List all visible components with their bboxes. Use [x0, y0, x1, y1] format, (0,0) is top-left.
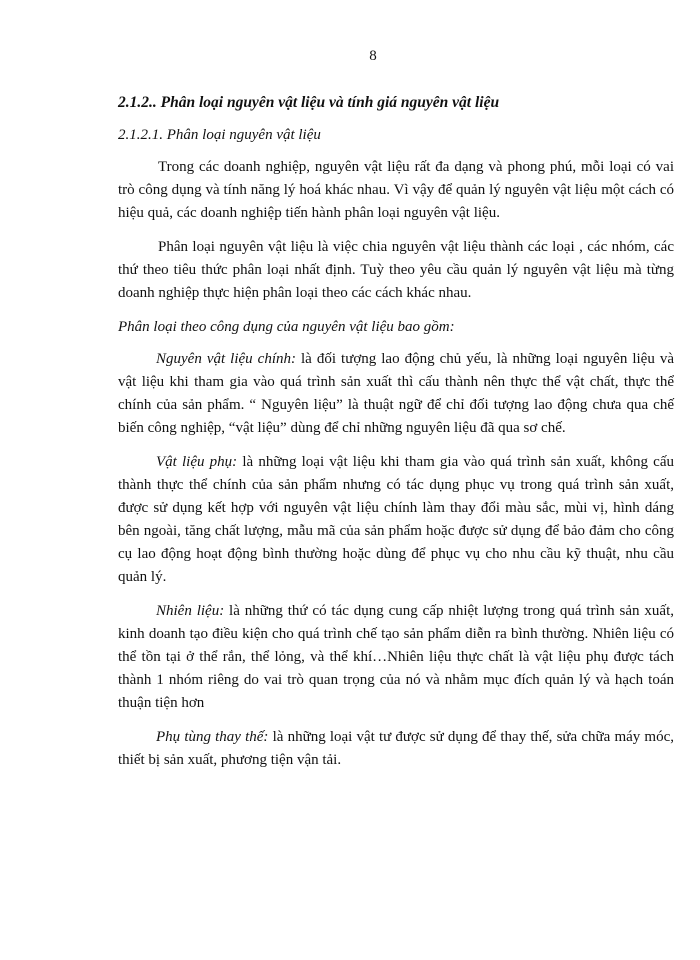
- item-text: là những thứ có tác dụng cung cấp nhiệt lượng trong quá trình sản xuất, kinh doanh tạo điều kiện cho quá trình chế tạo sản phẩm diễn ra bình thường. Nhiên liệu có thể tồn tại ở thể rắn, thể lỏng, và thể khí…Nhiên liệu thực chất là vật liệu phụ được tách thành 1 nhóm riêng do vai trò quan trọng của nó và nhằm mục đích quản lý và hạch toán thuận tiện hơn: [118, 603, 674, 711]
- item-term: Nguyên vật liệu chính:: [156, 351, 296, 367]
- item-spare-parts: [118, 726, 674, 772]
- paragraph-classification: Phân loại nguyên vật liệu là việc chia nguyên vật liệu thành các loại , các nhóm, các thứ theo tiêu thức phân loại nhất định. Tuỳ theo yêu cầu quản lý nguyên vật liệu mà từng doanh nghiệp thực hiện phân loại theo các cách khác nhau.: [118, 239, 674, 301]
- item-term: Phụ tùng thay thế:: [156, 729, 269, 745]
- item-auxiliary-materials: [118, 451, 674, 589]
- section-heading: 2.1.2.. Phân loại nguyên vật liệu và tính giá nguyên vật liệu: [118, 94, 500, 111]
- page-number: 8: [369, 48, 377, 64]
- item-term: Vật liệu phụ:: [156, 454, 238, 470]
- subsection-heading: 2.1.2.1. Phân loại nguyên vật liệu: [118, 127, 321, 143]
- item-fuel: [118, 600, 674, 715]
- item-text: là đối tượng lao động chủ yếu, là những loại nguyên liệu và vật liệu khi tham gia vào quá trình sản xuất thì cấu thành nên thực thể vật chất, thực thể chính của sản phẩm. “ Nguyên liệu” là thuật ngữ để chỉ đối tượng lao động chưa qua chế biến công nghiệp, “vật liệu” dùng để chỉ những nguyên liệu đã qua sơ chế.: [118, 351, 674, 436]
- item-text: là những loại vật tư được sử dụng để thay thế, sửa chữa máy móc, thiết bị sản xuất, phương tiện vận tải.: [118, 729, 674, 768]
- item-text: là những loại vật liệu khi tham gia vào quá trình sản xuất, không cấu thành thực thể chính của sản phẩm nhưng có tác dụng phục vụ trong quá trình sản xuất, được sử dụng kết hợp với nguyên vật liệu chính làm thay đổi màu sắc, mùi vị, hình dáng bên ngoài, tăng chất lượng, mẫu mã của sản phẩm hoặc được sử dụng để bảo đảm cho công cụ lao động hoạt động bình thường hoặc dùng để phục vụ cho nhu cầu kỹ thuật, nhu cầu quản lý.: [118, 454, 674, 585]
- page-content: [118, 92, 674, 783]
- item-main-materials: [118, 348, 674, 440]
- paragraph-intro: Trong các doanh nghiệp, nguyên vật liệu rất đa dạng và phong phú, mỗi loại có vai trò công dụng và tính năng lý hoá khác nhau. Vì vậy để quản lý nguyên vật liệu một cách có hiệu quả, các doanh nghiệp tiến hành phân loại nguyên vật liệu.: [118, 159, 674, 221]
- item-term: Nhiên liệu:: [156, 603, 225, 619]
- classification-intro: Phân loại theo công dụng của nguyên vật liệu bao gồm:: [118, 319, 455, 335]
